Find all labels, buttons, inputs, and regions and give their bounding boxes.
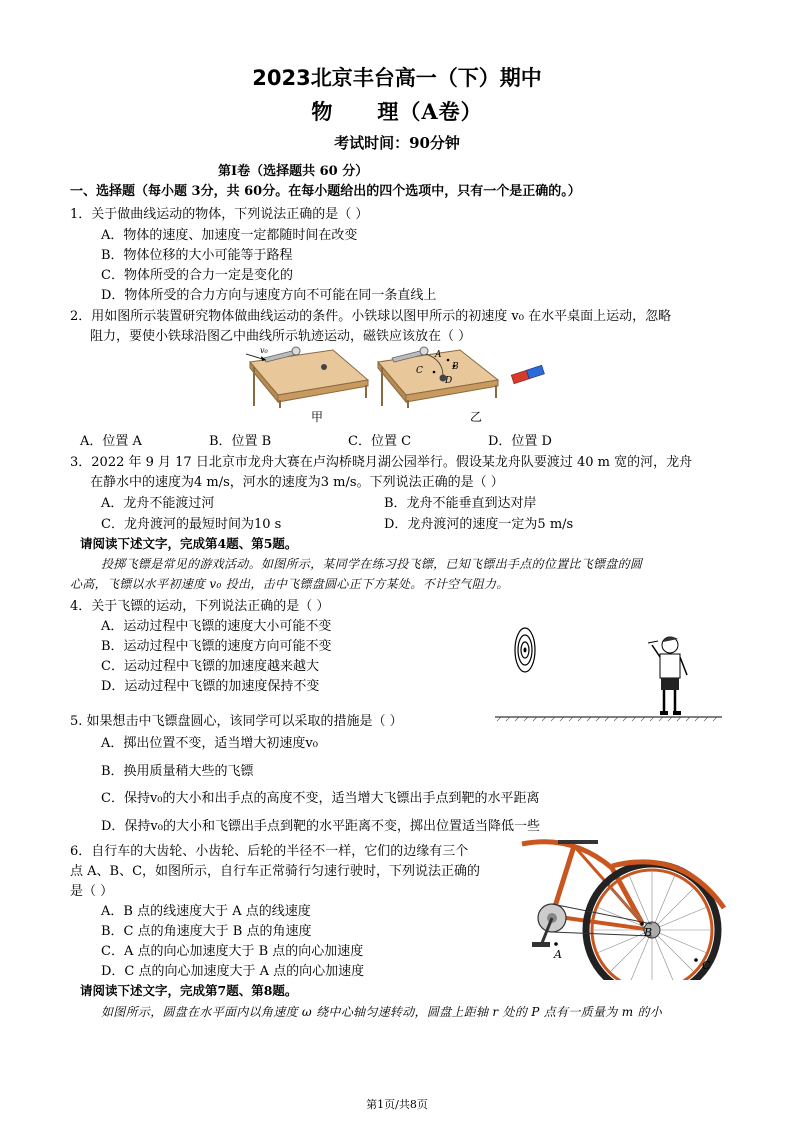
section-title: 一、选择题（每小题 3分，共 60分。在每小题给出的四个选项中，只有一个是正确的。） xyxy=(70,184,581,199)
q6-stem-line3: 是（ ） xyxy=(70,884,114,899)
q6-option-c: C．A 点的向心加速度大于 B 点的向心加速度 xyxy=(101,944,364,959)
reading2-passage-line1: 如图所示，圆盘在水平面内以角速度 ω 绕中心轴匀速转动，圆盘上距轴 r 处的 P 点有一质量为 m 的小 xyxy=(101,1005,663,1019)
point-a-label: A xyxy=(554,948,562,961)
q2-option-d: D．位置 D xyxy=(488,434,552,449)
magnet xyxy=(511,365,544,383)
reading1-prompt: 请阅读下述文字，完成第4题、第5题。 xyxy=(80,536,298,551)
q5-option-d: D．保持v₀的大小和飞镖出手点到靶的水平距离不变，掷出位置适当降低一些 xyxy=(101,819,540,834)
reading2-prompt: 请阅读下述文字，完成第7题、第8题。 xyxy=(80,983,298,998)
subject-title: 物 理（A卷） xyxy=(311,99,483,124)
q5-option-b: B．换用质量稍大些的飞镖 xyxy=(101,764,254,779)
figure-label-yi: 乙 xyxy=(470,410,483,424)
q2-option-a: A．位置 A xyxy=(80,434,142,449)
q1-stem: 1．关于做曲线运动的物体，下列说法正确的是（ ） xyxy=(70,207,369,222)
q5-stem: 5. 如果想击中飞镖盘圆心，该同学可以采取的措施是（ ） xyxy=(70,714,403,729)
part1-heading: 第Ⅰ卷（选择题共 60 分） xyxy=(218,164,369,179)
q3-option-d: D．龙舟渡河的速度一定为5 m/s xyxy=(384,517,574,532)
q5-option-a: A．掷出位置不变，适当增大初速度v₀ xyxy=(101,736,318,751)
q3-stem-line1: 3．2022 年 9 月 17 日北京市龙舟大赛在卢沟桥晓月湖公园举行。假设某龙舟队要渡过 40 m 宽的河，龙舟 xyxy=(70,455,693,470)
q5-option-c: C．保持v₀的大小和出手点的高度不变，适当增大飞镖出手点到靶的水平距离 xyxy=(101,791,540,806)
point-a: A xyxy=(435,350,442,360)
q3-option-b: B．龙舟不能垂直到达对岸 xyxy=(384,496,537,511)
exam-title: 2023北京丰台高一（下）期中 xyxy=(252,66,542,90)
q2-stem-line1: 2．用如图所示装置研究物体做曲线运动的条件。小铁球以图甲所示的初速度 v₀ 在水平桌面上运动，忽略 xyxy=(70,309,672,324)
q4-option-b: B．运动过程中飞镖的速度方向可能不变 xyxy=(101,639,332,654)
table-jia xyxy=(246,346,368,408)
q4-stem: 4．关于飞镖的运动，下列说法正确的是（ ） xyxy=(70,599,330,614)
dartboard xyxy=(515,628,535,672)
ground-line xyxy=(495,717,722,721)
q4-option-d: D．运动过程中飞镖的加速度保持不变 xyxy=(101,679,320,694)
q3-stem-line2: 在静水中的速度为4 m/s，河水的速度为3 m/s。下列说法正确的是（ ） xyxy=(90,475,504,490)
figure-label-jia: 甲 xyxy=(311,410,324,424)
q2-figure xyxy=(238,340,548,408)
q2-option-c: C．位置 C xyxy=(348,434,412,449)
point-d: D xyxy=(445,376,453,386)
q6-option-a: A．B 点的线速度大于 A 点的线速度 xyxy=(101,904,311,919)
thrower-boy xyxy=(648,637,687,715)
reading1-passage-line1: 投掷飞镖是常见的游戏活动。如图所示，某同学在练习投飞镖，已知飞镖出手点的位置比飞镖盘的圆 xyxy=(101,557,643,571)
q6-stem-line1: 6．自行车的大齿轮、小齿轮、后轮的半径不一样，它们的边缘有三个 xyxy=(70,844,469,859)
q6-option-b: B．C 点的角速度大于 B 点的角速度 xyxy=(101,924,312,939)
q4-option-a: A．运动过程中飞镖的速度大小可能不变 xyxy=(101,619,332,634)
point-b-label: B xyxy=(644,926,653,939)
exam-time: 考试时间：90分钟 xyxy=(334,134,460,152)
q6-stem-line2: 点 A、B、C，如图所示，自行车正常骑行匀速行驶时，下列说法正确的 xyxy=(70,864,481,879)
table-yi xyxy=(378,347,498,408)
v0-label: v₀ xyxy=(260,346,268,355)
q2-stem-line2: 阻力，要使小铁球沿图乙中曲线所示轨迹运动，磁铁应该放在（ ） xyxy=(90,329,472,344)
q1-option-a: A．物体的速度、加速度一定都随时间在改变 xyxy=(101,228,358,243)
point-b: B xyxy=(452,362,459,372)
q1-option-d: D．物体所受的合力方向与速度方向不可能在同一条直线上 xyxy=(101,288,437,303)
q2-option-b: B．位置 B xyxy=(209,434,272,449)
q4-option-c: C．运动过程中飞镖的加速度越来越大 xyxy=(101,659,319,674)
q3-option-c: C．龙舟渡河的最短时间为10 s xyxy=(101,517,282,532)
q6-option-d: D．C 点的向心加速度大于 A 点的向心加速度 xyxy=(101,964,365,979)
dart-figure xyxy=(492,615,724,725)
page-footer: 第1页/共8页 xyxy=(366,1098,428,1111)
bicycle-figure xyxy=(512,838,734,980)
q3-option-a: A．龙舟不能渡过河 xyxy=(101,496,215,511)
q1-option-b: B．物体位移的大小可能等于路程 xyxy=(101,248,293,263)
point-c: C xyxy=(416,366,423,376)
point-c-label: C xyxy=(702,959,711,972)
reading1-passage-line2: 心高，飞镖以水平初速度 v₀ 投出，击中飞镖盘圆心正下方某处。不计空气阻力。 xyxy=(70,577,509,591)
q1-option-c: C．物体所受的合力一定是变化的 xyxy=(101,268,293,283)
